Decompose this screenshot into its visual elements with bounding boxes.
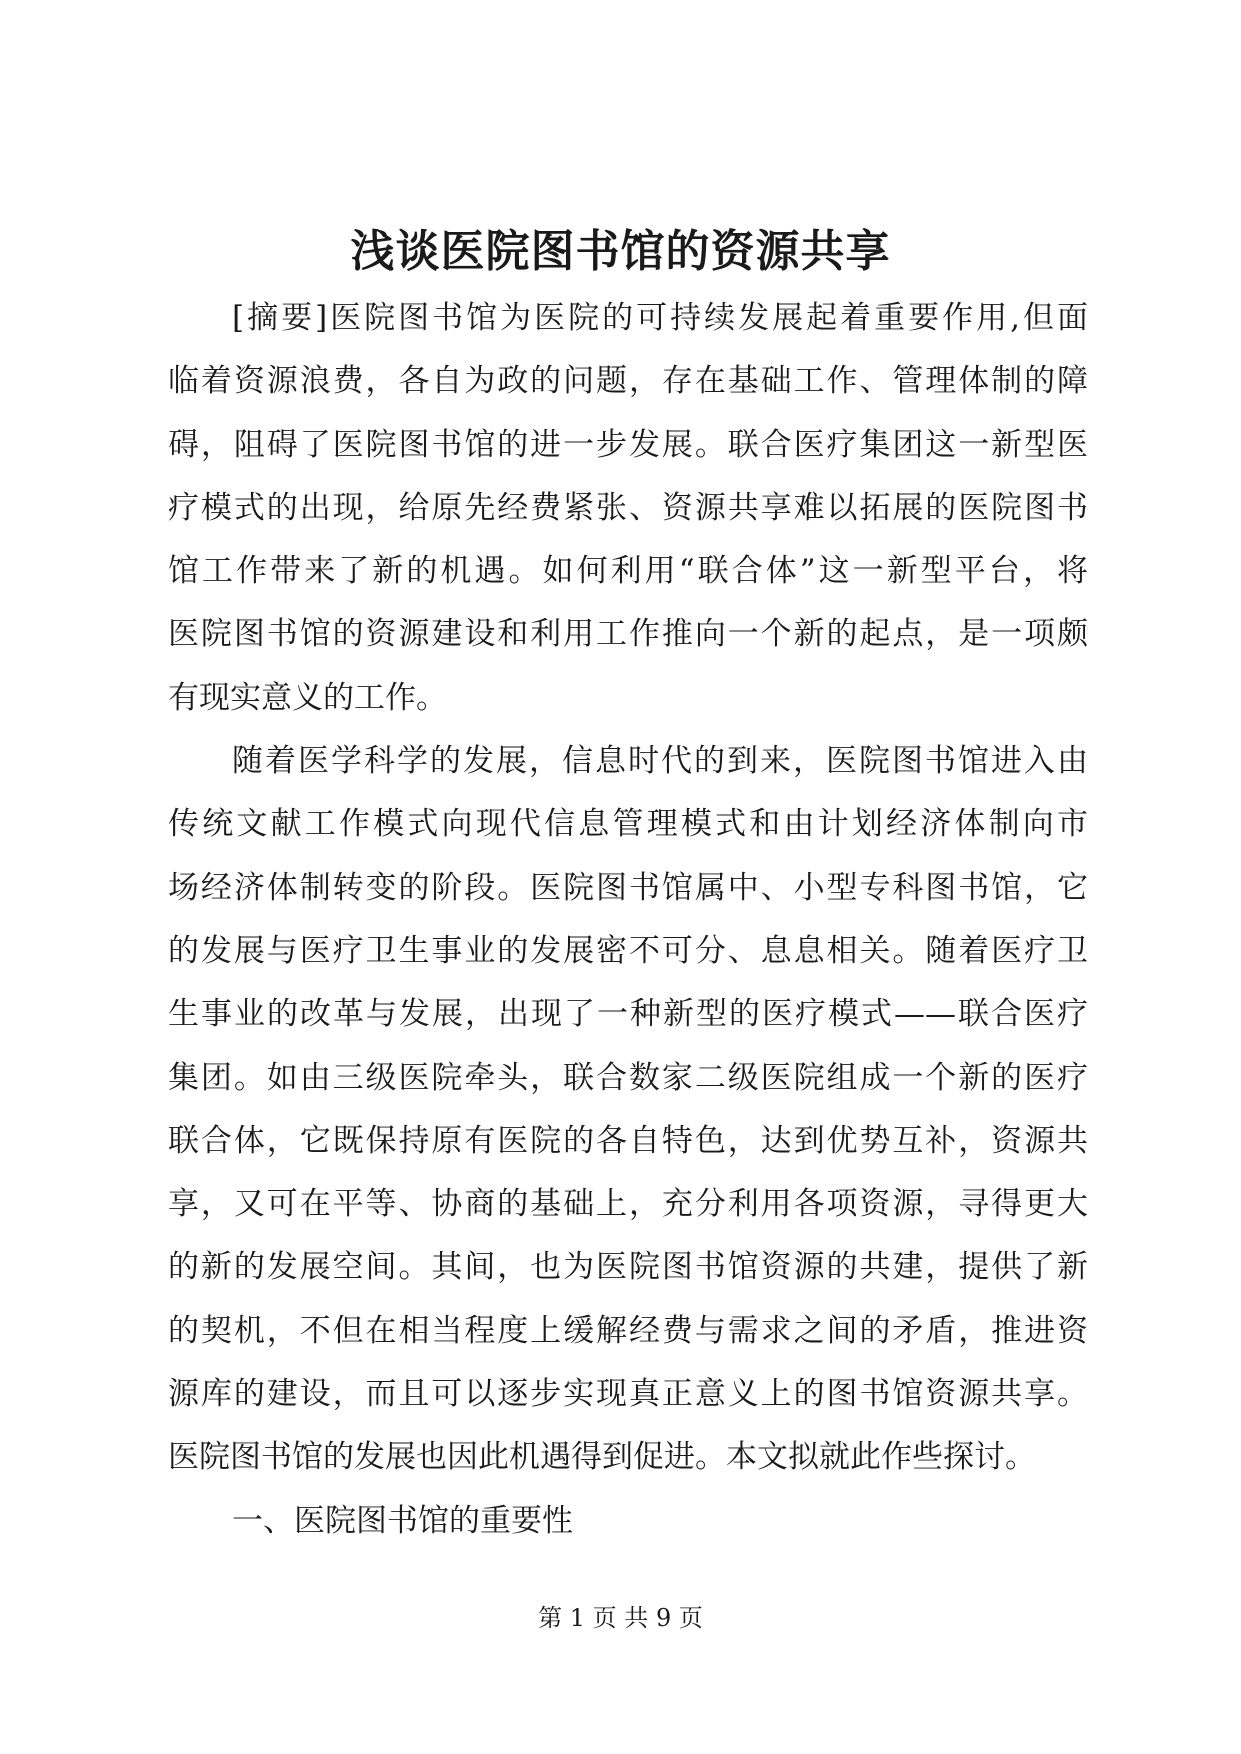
abstract-line: 有现实意义的工作。 — [168, 679, 447, 716]
section-heading: 一、医院图书馆的重要性 — [232, 1502, 573, 1539]
paragraph-line: 传统文献工作模式向现代信息管理模式和由计划经济体制向市 — [168, 806, 1088, 843]
abstract-line: 疗模式的出现，给原先经费紧张、资源共享难以拓展的医院图书 — [168, 489, 1088, 526]
abstract-line: 馆工作带来了新的机遇。如何利用“联合体”这一新型平台，将 — [168, 553, 1088, 590]
paragraph-line: 的契机，不但在相当程度上缓解经费与需求之间的矛盾，推进资 — [168, 1312, 1088, 1349]
paragraph-line: 医院图书馆的发展也因此机遇得到促进。本文拟就此作些探讨。 — [168, 1439, 1036, 1476]
document-body — [168, 287, 1088, 1553]
paragraph-line: 的发展与医疗卫生事业的发展密不可分、息息相关。随着医疗卫 — [168, 932, 1088, 969]
abstract-line: 碍，阻碍了医院图书馆的进一步发展。联合医疗集团这一新型医 — [168, 426, 1088, 463]
abstract-line: 临着资源浪费，各自为政的问题，存在基础工作、管理体制的障 — [168, 363, 1088, 400]
paragraph-line: 享，又可在平等、协商的基础上，充分利用各项资源，寻得更大 — [168, 1186, 1088, 1223]
abstract-line: [摘要]医院图书馆为医院的可持续发展起着重要作用,但面 — [232, 300, 1088, 336]
paragraph-line: 源库的建设，而且可以逐步实现真正意义上的图书馆资源共享。 — [168, 1376, 1088, 1413]
page-footer: 第 1 页 共 9 页 — [538, 1604, 703, 1632]
paragraph-line: 的新的发展空间。其间，也为医院图书馆资源的共建，提供了新 — [168, 1249, 1088, 1286]
paragraph-line: 集团。如由三级医院牵头，联合数家二级医院组成一个新的医疗 — [168, 1059, 1088, 1096]
paragraph-line: 生事业的改革与发展，出现了一种新型的医疗模式——联合医疗 — [168, 996, 1088, 1033]
paragraph-line: 随着医学科学的发展，信息时代的到来，医院图书馆进入由 — [232, 743, 1088, 780]
paragraph-line: 联合体，它既保持原有医院的各自特色，达到优势互补，资源共 — [168, 1122, 1088, 1159]
abstract-line: 医院图书馆的资源建设和利用工作推向一个新的起点，是一项颇 — [168, 616, 1088, 653]
document-title: 浅谈医院图书馆的资源共享 — [350, 226, 891, 277]
paragraph-line: 场经济体制转变的阶段。医院图书馆属中、小型专科图书馆，它 — [168, 869, 1088, 906]
